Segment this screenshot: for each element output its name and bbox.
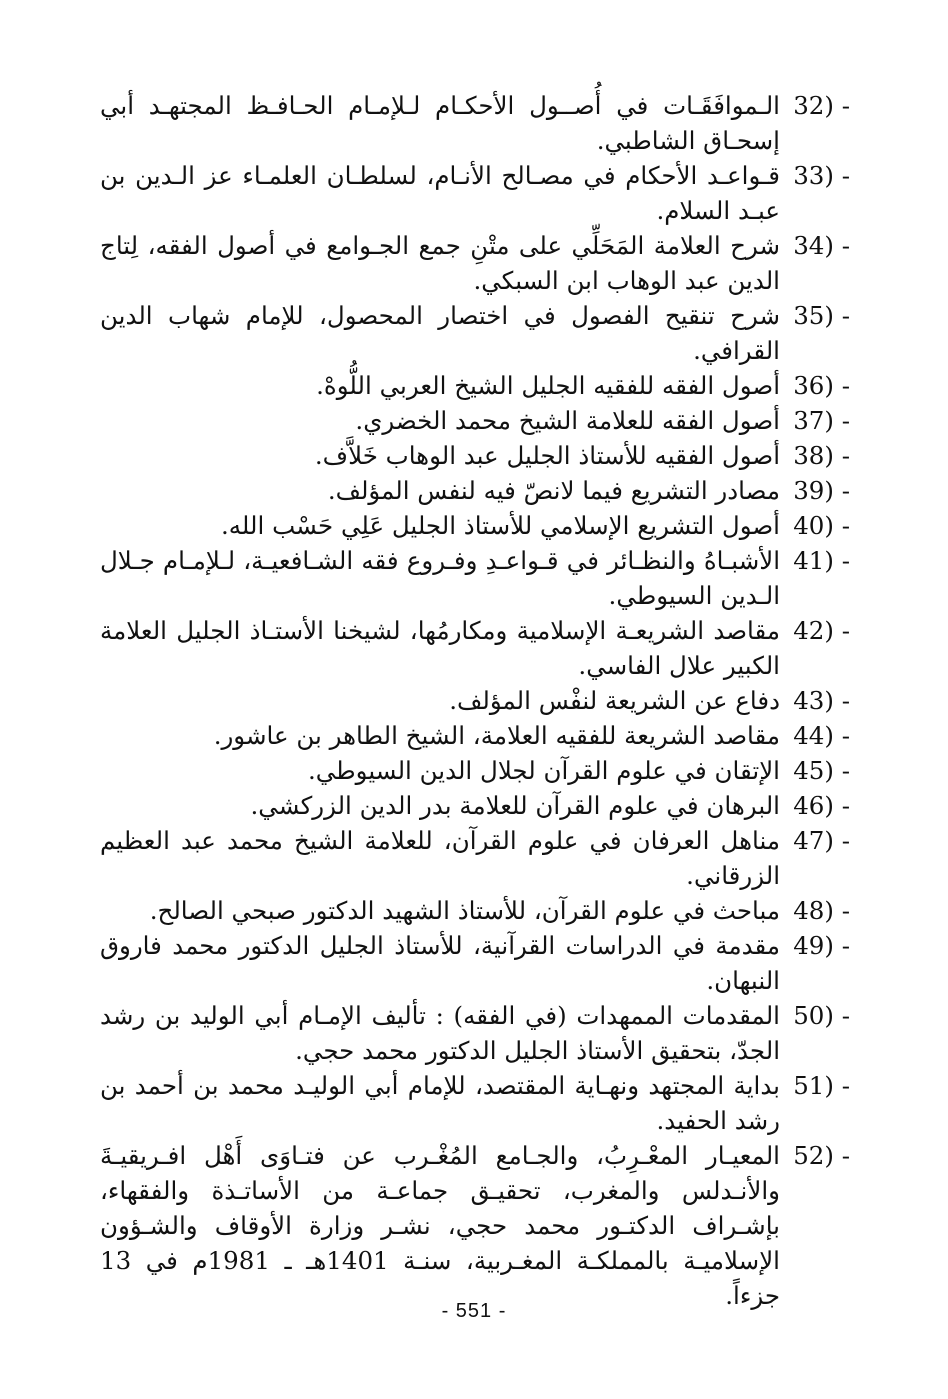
entry-34 <box>100 228 850 298</box>
bibliography-list <box>100 88 850 1313</box>
entry-number: 39) - <box>793 476 850 505</box>
entry-46 <box>100 788 850 823</box>
entry-50 <box>100 998 850 1068</box>
entry-text: البرهان في علوم القرآن للعلامة بدر الدين الزركشي. <box>250 791 780 820</box>
entry-text: أصول الفقه للفقيه الجليل الشيخ العربي اللُّوهْ. <box>316 371 780 400</box>
entry-number: 44) - <box>793 721 850 750</box>
entry-number: 50) - <box>793 1001 850 1030</box>
entry-44 <box>100 718 850 753</box>
entry-47 <box>100 823 850 893</box>
entry-text: أصول الفقيه للأستاذ الجليل عبد الوهاب خَلاَّف. <box>314 441 780 470</box>
entry-text: مباحث في علوم القرآن، للأستاذ الشهيد الدكتور صبحي الصالح. <box>149 896 780 925</box>
entry-text: بداية المجتهد ونهـاية المقتصد، للإمام أبي الوليـد محمد بن أحمد بن رشد الحفيد. <box>100 1071 780 1135</box>
entry-number: 51) - <box>793 1071 850 1100</box>
entry-number: 35) - <box>793 301 850 330</box>
entry-number: 33) - <box>793 161 850 190</box>
entry-text: أصول الفقه للعلامة الشيخ محمد الخضري. <box>355 406 780 435</box>
entry-text: المعيـار المعْـرِبُ، والجـامع المُغْـرب عن فتـاوَى أَهْل افـريقيـةَ والأنـدلس والمغرب، تحقيـق جماعـة من الأساتـذة والفقهاء، بإشـراف الدكتـور محمد حجي، نشـر وزارة الأوقاف والشـؤون الإسلاميـة بالمملكـة المغـربية، سنـة 1401هـ ـ 1981م في 13 جزءاً. <box>100 1141 780 1310</box>
entry-39 <box>100 473 850 508</box>
entry-35 <box>100 298 850 368</box>
entry-36 <box>100 368 850 403</box>
entry-number: 43) - <box>793 686 850 715</box>
entry-number: 46) - <box>793 791 850 820</box>
entry-text: الـموافَقَـات في أُصــول الأحكـام لـلإمـام الحـافـظ المجتهـد أبي إسحـاق الشاطبي. <box>100 91 780 155</box>
entry-text: مقدمة في الدراسات القرآنية، للأستاذ الجليل الدكتور محمد فاروق النبهان. <box>100 931 780 995</box>
entry-text: مناهل العرفان في علوم القرآن، للعلامة الشيخ محمد عبد العظيم الزرقاني. <box>100 826 780 890</box>
entry-51 <box>100 1068 850 1138</box>
entry-number: 42) - <box>793 616 850 645</box>
entry-number: 37) - <box>793 406 850 435</box>
entry-number: 34) - <box>793 231 850 260</box>
entry-number: 49) - <box>793 931 850 960</box>
entry-45 <box>100 753 850 788</box>
entry-number: 48) - <box>793 896 850 925</box>
entry-43 <box>100 683 850 718</box>
entry-42 <box>100 613 850 683</box>
entry-number: 40) - <box>793 511 850 540</box>
page-number: - 551 - <box>441 1300 507 1322</box>
entry-text: دفاع عن الشريعة لنفْس المؤلف. <box>449 686 780 715</box>
entry-number: 52) - <box>793 1141 850 1170</box>
entry-49 <box>100 928 850 998</box>
entry-text: شرح تنقيح الفصول في اختصار المحصول، للإمام شهاب الدين القرافي. <box>100 301 780 365</box>
entry-number: 41) - <box>793 546 850 575</box>
entry-48 <box>100 893 850 928</box>
entry-number: 45) - <box>793 756 850 785</box>
entry-text: مصادر التشريع فيما لانصّ فيه لنفس المؤلف. <box>327 476 780 505</box>
entry-number: 38) - <box>793 441 850 470</box>
entry-38 <box>100 438 850 473</box>
entry-41 <box>100 543 850 613</box>
entry-text: المقدمات الممهدات (في الفقه) : تأليف الإمـام أبي الوليد بن رشد الجدّ، بتحقيق الأستاذ الجليل الدكتور محمد حجي. <box>100 1001 780 1065</box>
entry-37 <box>100 403 850 438</box>
entry-text: مقاصد الشريعـة الإسلامية ومكارمُها، لشيخنا الأستـاذ الجليل العلامة الكبير علال الفاسي. <box>100 616 780 680</box>
entry-40 <box>100 508 850 543</box>
entry-text: الأشبـاهُ والنظـائر في قـواعـدِ وفـروع فقه الشـافعيـة، لـلإمـام جـلال الـدين السيوطي. <box>100 546 780 610</box>
entry-text: مقاصد الشريعة للفقيه العلامة، الشيخ الطاهر بن عاشور. <box>213 721 780 750</box>
entry-text: الإتقان في علوم القرآن لجلال الدين السيوطي. <box>307 756 780 785</box>
entry-52 <box>100 1138 850 1313</box>
entry-number: 47) - <box>793 826 850 855</box>
entry-text: أصول التشريع الإسلامي للأستاذ الجليل عَلِي حَسْب الله. <box>221 511 780 540</box>
entry-number: 36) - <box>793 371 850 400</box>
entry-text: شرح العلامة المَحَلِّي على متْنِ جمع الجـوامع في أصول الفقه، لِتاج الدين عبد الوهاب ابن السبكي. <box>100 231 780 295</box>
entry-number: 32) - <box>793 91 850 120</box>
entry-32 <box>100 88 850 158</box>
entry-33 <box>100 158 850 228</box>
entry-text: قـواعـد الأحكام في مصـالح الأنـام، لسلطـان العلمـاء عز الـدين بن عبـد السلام. <box>100 161 780 225</box>
